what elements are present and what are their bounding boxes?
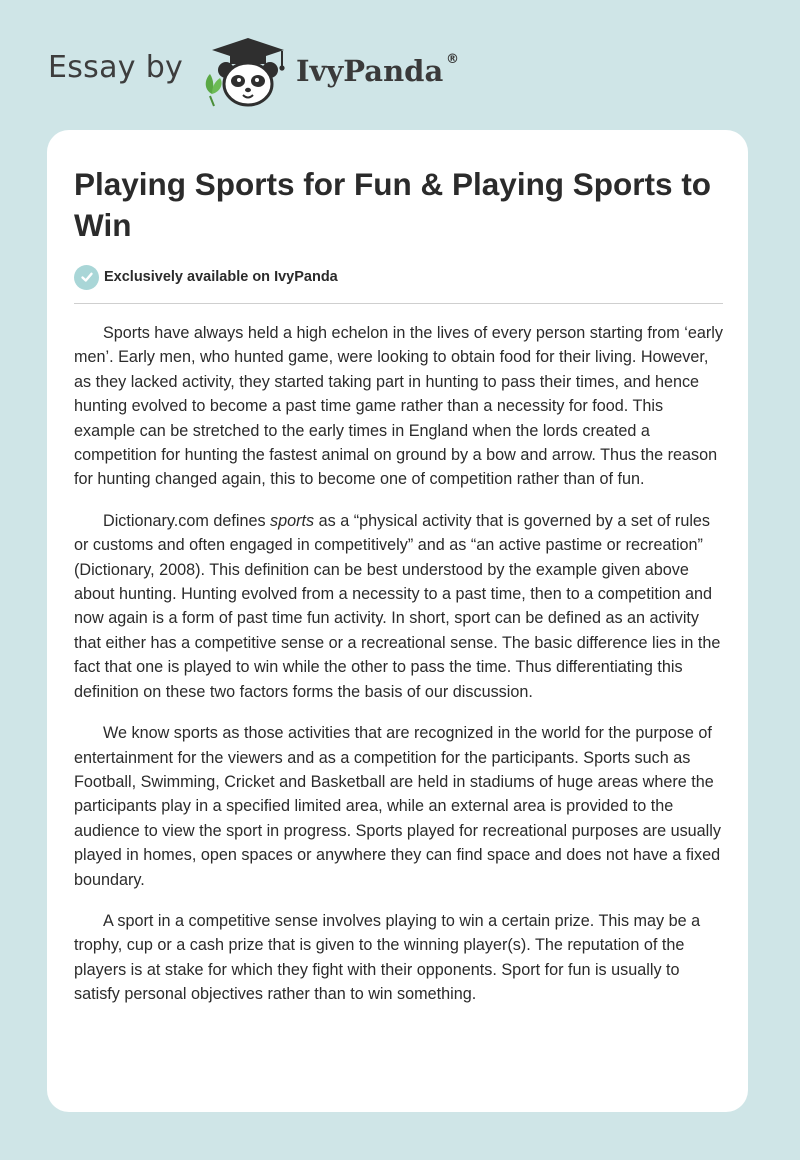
paragraph-2-rest: as a “physical activity that is governed by a set of rules or customs and often engaged in competitively” and as “an active pastime or recreation” (Dictionary, 2008). This definition can be best understood by the example given above about hunting. Hunting evolved from a necessity to a past time, then to a competition and now again is a form of past time fun activity. In short, sport can be defined as an activity that either has a competitive sense or a recreational sense. The basic difference lies in the fact that one is played to win while the other to pass the time. Thus differentiating this definition on these two factors forms the basis of our discussion. (74, 511, 721, 701)
paragraph-4: A sport in a competitive sense involves playing to win a certain prize. This may be a trophy, cup or a cash prize that is given to the winning player(s). The reputation of the players is at stake for which they fight with their opponents. Sport for fun is usually to satisfy personal objectives rather than to win something. (74, 911, 701, 1004)
essay-title: Playing Sports for Fun & Playing Sports to Win (74, 166, 712, 243)
paragraph-2 (74, 509, 726, 704)
divider (74, 303, 723, 304)
exclusive-badge (74, 264, 338, 290)
essay-card (47, 130, 748, 1112)
brand-name[interactable]: IvyPanda (296, 54, 444, 88)
leaf-icon (206, 74, 222, 106)
check-circle-icon (74, 265, 99, 290)
exclusive-badge-label: Exclusively available on IvyPanda (104, 269, 338, 285)
essay-by-label: Essay by (48, 50, 184, 85)
paragraph-2-start: Dictionary.com defines (103, 511, 271, 530)
registered-mark: ® (446, 52, 459, 67)
site-header (0, 0, 800, 120)
paragraph-1: Sports have always held a high echelon in the lives of every person starting from ‘early men’. Early men, who hunted game, were looking to obtain food for their living. However, as they lacked activity, they started taking part in hunting to pass their times, and hence hunting evolved to become a past time game rather than a necessity for food. This example can be stretched to the early times in England when the lords created a competition for hunting the fastest animal on ground by a bow and arrow. Thus the reason for hunting changed again, this to become one of competition rather than of fun. (74, 324, 723, 489)
essay-body (74, 321, 726, 1024)
panda-graduate-logo-icon[interactable] (200, 34, 292, 110)
paragraph-3: We know sports as those activities that are recognized in the world for the purpose of entertainment for the viewers and as a competition for the participants. Sports such as Football, Swimming, Cricket and Basketball are held in stadiums of huge areas where the participants play in a specified limited area, while an external area is provided to the audience to view the sport in progress. Sports played for recreational purposes are usually played in homes, open spaces or anywhere they can find space and does not have a fixed boundary. (74, 724, 721, 889)
paragraph-2-emphasis: sports (270, 511, 315, 530)
